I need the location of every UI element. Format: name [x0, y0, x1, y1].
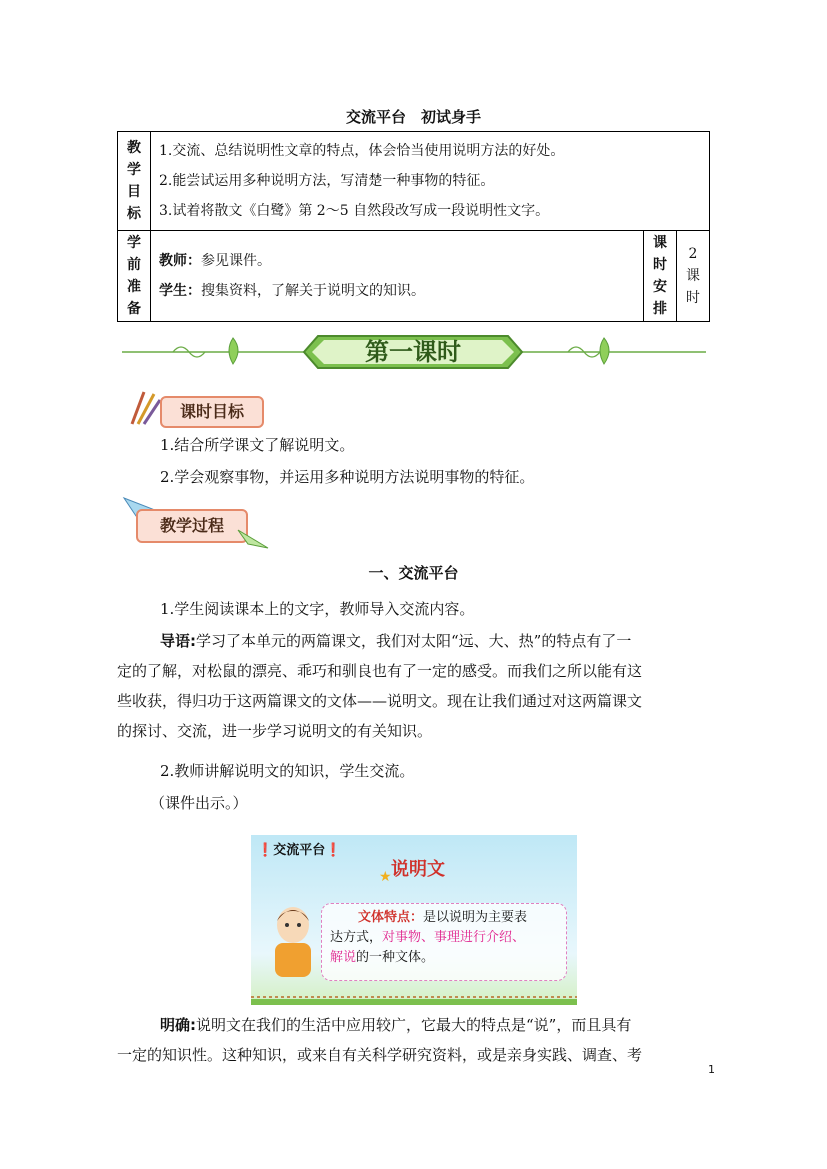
paragraph: 2.教师讲解说明文的知识，学生交流。 — [160, 762, 415, 780]
teaching-process-badge: 教学过程 — [136, 509, 248, 543]
feature-highlight: 对事物、事理进行介绍、 — [382, 930, 526, 945]
schedule-value-text: 2课时 — [686, 246, 700, 306]
banner-title: 第一课时 — [365, 338, 461, 366]
feature-text: 的一种文体。 — [356, 950, 435, 965]
pencils-icon — [124, 388, 164, 428]
goal-item: 2.能尝试运用多种说明方法，写清楚一种事物的特征。 — [159, 173, 495, 189]
schedule-header-text: 课时安排 — [653, 235, 667, 317]
schedule-header — [644, 231, 677, 322]
paragraph: （课件出示。） — [150, 794, 248, 812]
page-title: 交流平台 初试身手 — [345, 108, 481, 126]
clarify-paragraph — [117, 1010, 642, 1070]
page-number: 1 — [708, 1063, 715, 1076]
guide-line: 学习了本单元的两篇课文，我们对太阳“远、大、热”的特点有了一 — [196, 632, 632, 650]
goals-cell — [151, 132, 710, 231]
goal-item: 3.试着将散文《白鹭》第 2～5 自然段改写成一段说明性文字。 — [159, 203, 550, 219]
slide-heading: 说明文 — [391, 859, 445, 880]
lesson-goal-item: 1.结合所学课文了解说明文。 — [160, 436, 355, 454]
prep-header — [118, 231, 151, 322]
clarify-line: 一定的知识性。这种知识，或来自有关科学研究资料，或是亲身实践、调查、考 — [117, 1046, 643, 1064]
clarify-label: 明确: — [160, 1016, 196, 1034]
guide-line: 的探讨、交流，进一步学习说明文的有关知识。 — [117, 722, 433, 740]
teacher-text: 参见课件。 — [201, 253, 271, 269]
teacher-line — [159, 246, 635, 276]
lesson-goal-item: 2.学会观察事物，并运用多种说明方法说明事物的特征。 — [160, 468, 535, 486]
star-icon: ★ — [379, 869, 392, 885]
prep-header-text: 学前准备 — [127, 235, 141, 317]
goals-header-text: 教学目标 — [127, 140, 141, 222]
section-heading: 一、交流平台 — [368, 564, 459, 582]
courseware-slide — [251, 835, 577, 1005]
guide-line: 定的了解，对松鼠的漂亮、乖巧和驯良也有了一定的感受。而我们之所以能有这 — [117, 662, 643, 680]
feature-highlight: 解说 — [330, 950, 357, 965]
boy-illustration — [265, 903, 321, 983]
schedule-value — [677, 231, 710, 322]
prep-cell — [151, 231, 644, 322]
paper-plane-icon — [236, 528, 270, 552]
goals-header — [118, 132, 151, 231]
student-line — [159, 276, 635, 306]
feature-text: 是以说明为主要表 — [423, 910, 528, 925]
slide-tag: ❗交流平台❗ — [257, 843, 342, 858]
feature-text: 达方式， — [330, 930, 383, 945]
teacher-label: 教师： — [159, 253, 201, 269]
guide-paragraph — [117, 626, 642, 746]
student-label: 学生： — [159, 283, 201, 299]
paragraph: 1.学生阅读课本上的文字，教师导入交流内容。 — [160, 600, 475, 618]
guide-label: 导语: — [160, 632, 196, 650]
clarify-line: 说明文在我们的生活中应用较广，它最大的特点是“说”，而且具有 — [196, 1016, 632, 1034]
goal-item: 1.交流、总结说明性文章的特点，体会恰当使用说明方法的好处。 — [159, 143, 565, 159]
lesson-info-table — [117, 131, 710, 322]
guide-line: 些收获，得归功于这两篇课文的文体——说明文。现在让我们通过对这两篇课文 — [117, 692, 643, 710]
feature-label: 文体特点： — [358, 910, 424, 925]
student-text: 搜集资料，了解关于说明文的知识。 — [201, 283, 425, 299]
slide-tag-text: 交流平台 — [273, 843, 326, 858]
lesson-goals-badge: 课时目标 — [160, 396, 264, 428]
feature-box — [321, 903, 567, 981]
fence-decoration — [251, 991, 577, 1005]
